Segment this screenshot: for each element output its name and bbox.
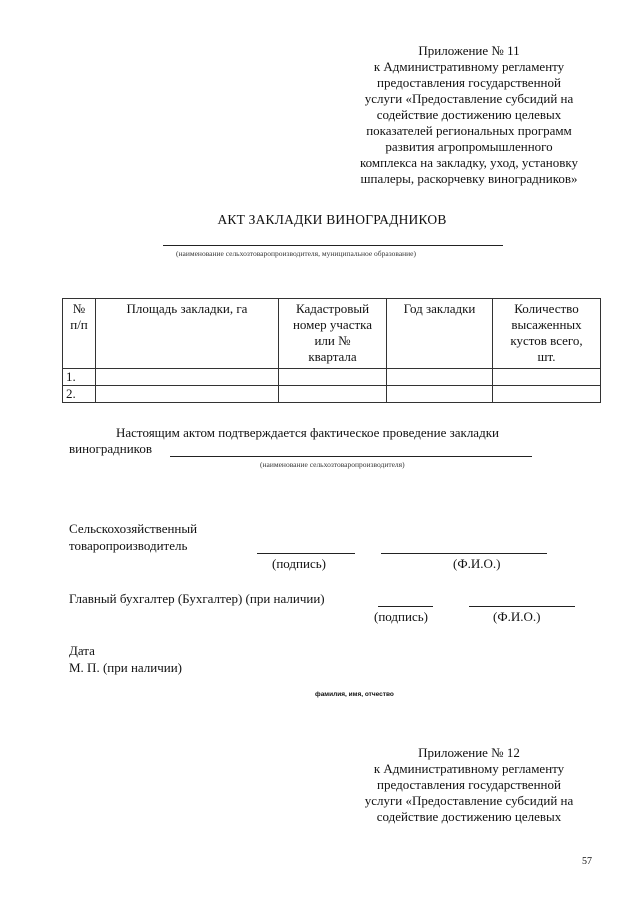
producer-fio-line [381, 553, 547, 554]
confirm-line-1: Настоящим актом подтверждается фактическое проведение закладки [116, 425, 499, 440]
producer-name-line [163, 245, 503, 246]
producer-label-1: Сельскохозяйственный [69, 521, 198, 536]
table-cell [279, 386, 387, 403]
accountant-signature-line [378, 606, 433, 607]
accountant-signature-caption: (подпись) [374, 609, 428, 624]
annex-line: услуги «Предоставление субсидий на [364, 91, 574, 106]
accountant-fio-line [469, 606, 575, 607]
table-row [63, 386, 601, 403]
header-cadastral: Кадастровый номер участка или № квартала [279, 299, 387, 369]
annex-11-header [334, 43, 604, 187]
annex-line: к Административному регламенту [373, 59, 565, 74]
header-area: Площадь закладки, га [96, 299, 279, 369]
annex-line: предоставления государственной [377, 75, 561, 90]
table-cell [96, 369, 279, 386]
confirm-line-2: виноградников [69, 441, 152, 456]
annex-12-header [334, 745, 604, 825]
annex-line: развития агропромышленного [385, 139, 553, 154]
act-title: АКТ ЗАКЛАДКИ ВИНОГРАДНИКОВ [217, 212, 447, 227]
table-cell: 1. [63, 369, 96, 386]
header-number: № п/п [63, 299, 96, 369]
table-header-row [63, 299, 601, 369]
confirm-name-line [170, 456, 532, 457]
table-cell [493, 386, 601, 403]
planting-table [62, 298, 601, 403]
header-bushes: Количество высаженных кустов всего, шт. [493, 299, 601, 369]
producer-signature-caption: (подпись) [272, 556, 326, 571]
stamp-label: М. П. (при наличии) [69, 660, 183, 675]
annex-line: содействие достижению целевых [376, 809, 562, 824]
annex-line: Приложение № 11 [418, 43, 520, 58]
annex-line: шпалеры, раскорчевку виноградников» [360, 171, 578, 186]
annex-line: к Административному регламенту [373, 761, 565, 776]
annex-line: показателей региональных программ [366, 123, 572, 138]
producer-caption: (наименование сельхозтоваропроизводителя, муниципальное образование) [176, 249, 416, 258]
table-cell [493, 369, 601, 386]
table-cell: 2. [63, 386, 96, 403]
accountant-fio-caption: (Ф.И.О.) [493, 609, 541, 624]
table-cell [279, 369, 387, 386]
producer-label-2: товаропроизводитель [69, 538, 188, 553]
page-number: 57 [582, 856, 592, 867]
annex-line: комплекса на закладку, уход, установку [359, 155, 579, 170]
accountant-label: Главный бухгалтер (Бухгалтер) (при наличии) [69, 591, 325, 606]
fio-small-caption: фамилия, имя, отчество [315, 691, 394, 698]
annex-line: Приложение № 12 [418, 745, 520, 760]
confirm-caption: (наименование сельхозтоваропроизводителя) [260, 460, 405, 469]
annex-line: предоставления государственной [377, 777, 561, 792]
producer-fio-caption: (Ф.И.О.) [453, 556, 501, 571]
table-cell [387, 386, 493, 403]
table-cell [96, 386, 279, 403]
annex-line: услуги «Предоставление субсидий на [364, 793, 574, 808]
table-cell [387, 369, 493, 386]
table-row [63, 369, 601, 386]
date-label: Дата [69, 643, 95, 658]
annex-line: содействие достижению целевых [376, 107, 562, 122]
header-year: Год закладки [387, 299, 493, 369]
producer-signature-line [257, 553, 355, 554]
